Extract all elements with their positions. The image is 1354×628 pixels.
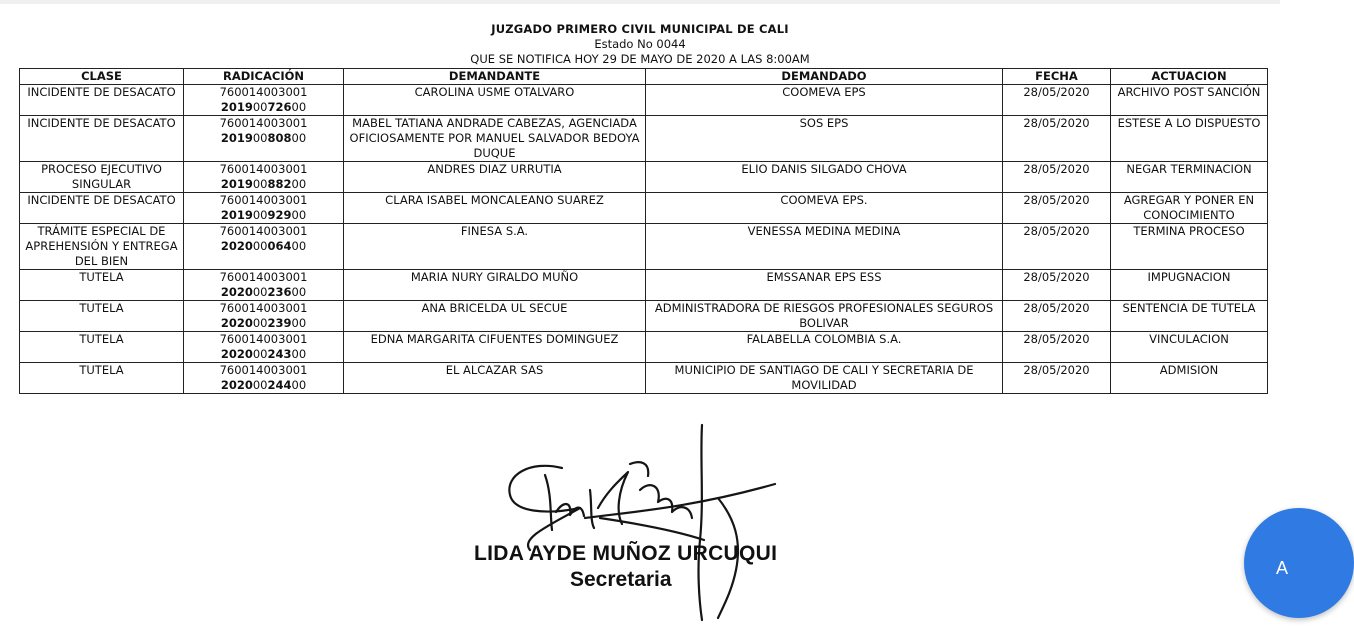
radicacion-end: 00 — [291, 378, 307, 392]
radicacion-number — [187, 347, 340, 362]
cell-radicacion — [184, 193, 344, 224]
column-header-demandante: DEMANDANTE — [344, 69, 646, 85]
table-row — [20, 193, 1268, 224]
radicacion-end: 00 — [291, 177, 307, 191]
cell-fecha: 28/05/2020 — [1003, 162, 1111, 193]
cell-clase: TUTELA — [20, 332, 184, 363]
cell-demandante: EL ALCAZAR SAS — [344, 363, 646, 394]
cell-demandado: ADMINISTRADORA DE RIESGOS PROFESIONALES SEGUROS BOLIVAR — [646, 301, 1003, 332]
column-header-fecha: FECHA — [1003, 69, 1111, 85]
cell-actuacion: AGREGAR Y PONER EN CONOCIMIENTO — [1111, 193, 1268, 224]
radicacion-seq: 243 — [267, 347, 292, 361]
cell-radicacion — [184, 332, 344, 363]
cell-radicacion — [184, 85, 344, 116]
radicacion-mid: 00 — [252, 347, 268, 361]
column-header-radicacion: RADICACIÓN — [184, 69, 344, 85]
radicacion-seq: 244 — [267, 378, 292, 392]
radicacion-seq: 882 — [267, 177, 292, 191]
signatory-name: LIDA AYDE MUÑOZ URCUQUI — [474, 542, 778, 565]
cell-fecha: 28/05/2020 — [1003, 270, 1111, 301]
radicacion-end: 00 — [291, 131, 307, 145]
cell-actuacion: VINCULACION — [1111, 332, 1268, 363]
radicacion-seq: 929 — [267, 208, 292, 222]
table-row — [20, 162, 1268, 193]
radicacion-end: 00 — [291, 347, 307, 361]
radicacion-number — [187, 239, 340, 254]
column-header-clase: CLASE — [20, 69, 184, 85]
cell-demandante: ANA BRICELDA UL SECUE — [344, 301, 646, 332]
column-header-demandado: DEMANDADO — [646, 69, 1003, 85]
radicacion-year: 2020 — [220, 316, 253, 330]
cell-demandado: ELIO DANIS SILGADO CHOVA — [646, 162, 1003, 193]
radicacion-seq: 239 — [267, 316, 292, 330]
cell-demandante: CAROLINA USME OTALVARO — [344, 85, 646, 116]
cell-clase: TUTELA — [20, 301, 184, 332]
radicacion-prefix: 760014003001 — [219, 162, 308, 176]
cell-demandante: ANDRES DIAZ URRUTIA — [344, 162, 646, 193]
radicacion-prefix: 760014003001 — [219, 193, 308, 207]
radicacion-end: 00 — [291, 100, 307, 114]
cell-clase: TUTELA — [20, 363, 184, 394]
radicacion-number — [187, 285, 340, 300]
cell-clase: TUTELA — [20, 270, 184, 301]
radicacion-prefix: 760014003001 — [219, 363, 308, 377]
radicacion-prefix: 760014003001 — [219, 116, 308, 130]
court-title: JUZGADO PRIMERO CIVIL MUNICIPAL DE CALI — [491, 22, 789, 36]
cell-demandado: FALABELLA COLOMBIA S.A. — [646, 332, 1003, 363]
radicacion-number — [187, 177, 340, 192]
notification-line: QUE SE NOTIFICA HOY 29 DE MAYO DE 2020 A LAS 8:00AM — [470, 52, 810, 66]
radicacion-mid: 00 — [252, 316, 268, 330]
radicacion-seq: 808 — [267, 131, 292, 145]
cell-demandante: MARIA NURY GIRALDO MUÑO — [344, 270, 646, 301]
radicacion-end: 00 — [291, 316, 307, 330]
radicacion-year: 2019 — [220, 131, 253, 145]
cell-fecha: 28/05/2020 — [1003, 332, 1111, 363]
radicacion-seq: 236 — [267, 285, 292, 299]
radicacion-year: 2020 — [220, 285, 253, 299]
radicacion-prefix: 760014003001 — [219, 270, 308, 284]
cell-demandado: EMSSANAR EPS ESS — [646, 270, 1003, 301]
radicacion-mid: 00 — [252, 239, 268, 253]
cell-fecha: 28/05/2020 — [1003, 116, 1111, 162]
radicacion-seq: 064 — [267, 239, 292, 253]
radicacion-year: 2020 — [220, 378, 253, 392]
cell-clase: INCIDENTE DE DESACATO — [20, 193, 184, 224]
table-row — [20, 301, 1268, 332]
cell-actuacion: ARCHIVO POST SANCIÓN — [1111, 85, 1268, 116]
cell-demandante: FINESA S.A. — [344, 224, 646, 270]
radicacion-mid: 00 — [252, 378, 268, 392]
radicacion-prefix: 760014003001 — [219, 332, 308, 346]
cell-radicacion — [184, 162, 344, 193]
radicacion-mid: 00 — [252, 100, 268, 114]
cell-radicacion — [184, 270, 344, 301]
estado-table — [19, 68, 1268, 394]
cell-clase: INCIDENTE DE DESACATO — [20, 85, 184, 116]
cell-radicacion — [184, 301, 344, 332]
cell-demandado: VENESSA MEDINA MEDINA — [646, 224, 1003, 270]
cell-actuacion: NEGAR TERMINACION — [1111, 162, 1268, 193]
cell-demandado: SOS EPS — [646, 116, 1003, 162]
radicacion-year: 2019 — [220, 100, 253, 114]
cell-actuacion: ADMISION — [1111, 363, 1268, 394]
table-row — [20, 270, 1268, 301]
radicacion-year: 2020 — [220, 239, 253, 253]
table-row — [20, 85, 1268, 116]
radicacion-mid: 00 — [252, 177, 268, 191]
fab-label: A — [1276, 558, 1289, 578]
cell-demandado: COOMEVA EPS — [646, 85, 1003, 116]
cell-radicacion — [184, 116, 344, 162]
column-header-actuacion: ACTUACION — [1111, 69, 1268, 85]
signatory-role: Secretaria — [570, 568, 672, 591]
cell-fecha: 28/05/2020 — [1003, 193, 1111, 224]
cell-demandado: COOMEVA EPS. — [646, 193, 1003, 224]
table-row — [20, 224, 1268, 270]
cell-radicacion — [184, 224, 344, 270]
top-border — [0, 0, 1280, 4]
table-row — [20, 363, 1268, 394]
radicacion-mid: 00 — [252, 285, 268, 299]
cell-clase: INCIDENTE DE DESACATO — [20, 116, 184, 162]
cell-actuacion: TERMINA PROCESO — [1111, 224, 1268, 270]
cell-actuacion: SENTENCIA DE TUTELA — [1111, 301, 1268, 332]
radicacion-end: 00 — [291, 285, 307, 299]
cell-actuacion: ESTESE A LO DISPUESTO — [1111, 116, 1268, 162]
cell-actuacion: IMPUGNACION — [1111, 270, 1268, 301]
table-row — [20, 332, 1268, 363]
cell-fecha: 28/05/2020 — [1003, 363, 1111, 394]
handwritten-signature — [490, 420, 790, 625]
table-header-row — [20, 69, 1268, 85]
cell-demandante: MABEL TATIANA ANDRADE CABEZAS, AGENCIADA OFICIOSAMENTE POR MANUEL SALVADOR BEDOYA DUQUE — [344, 116, 646, 162]
radicacion-number — [187, 100, 340, 115]
radicacion-prefix: 760014003001 — [219, 224, 308, 238]
cell-demandado: MUNICIPIO DE SANTIAGO DE CALI Y SECRETARIA DE MOVILIDAD — [646, 363, 1003, 394]
table-row — [20, 116, 1268, 162]
radicacion-number — [187, 316, 340, 331]
floating-action-button[interactable] — [1244, 508, 1354, 618]
radicacion-year: 2019 — [220, 177, 253, 191]
cell-demandante: EDNA MARGARITA CIFUENTES DOMINGUEZ — [344, 332, 646, 363]
cell-demandante: CLARA ISABEL MONCALEANO SUAREZ — [344, 193, 646, 224]
radicacion-end: 00 — [291, 239, 307, 253]
radicacion-mid: 00 — [252, 131, 268, 145]
radicacion-number — [187, 378, 340, 393]
cell-fecha: 28/05/2020 — [1003, 224, 1111, 270]
cell-fecha: 28/05/2020 — [1003, 301, 1111, 332]
cell-fecha: 28/05/2020 — [1003, 85, 1111, 116]
radicacion-year: 2020 — [220, 347, 253, 361]
radicacion-end: 00 — [291, 208, 307, 222]
radicacion-year: 2019 — [220, 208, 253, 222]
document-header — [0, 22, 1280, 67]
table-body — [20, 85, 1268, 394]
cell-radicacion — [184, 363, 344, 394]
estado-number: Estado No 0044 — [594, 37, 686, 51]
radicacion-seq: 726 — [267, 100, 292, 114]
radicacion-number — [187, 208, 340, 223]
radicacion-prefix: 760014003001 — [219, 301, 308, 315]
radicacion-mid: 00 — [252, 208, 268, 222]
radicacion-prefix: 760014003001 — [219, 85, 308, 99]
radicacion-number — [187, 131, 340, 146]
cell-clase: TRÁMITE ESPECIAL DE APREHENSIÓN Y ENTREGA DEL BIEN — [20, 224, 184, 270]
cell-clase: PROCESO EJECUTIVO SINGULAR — [20, 162, 184, 193]
